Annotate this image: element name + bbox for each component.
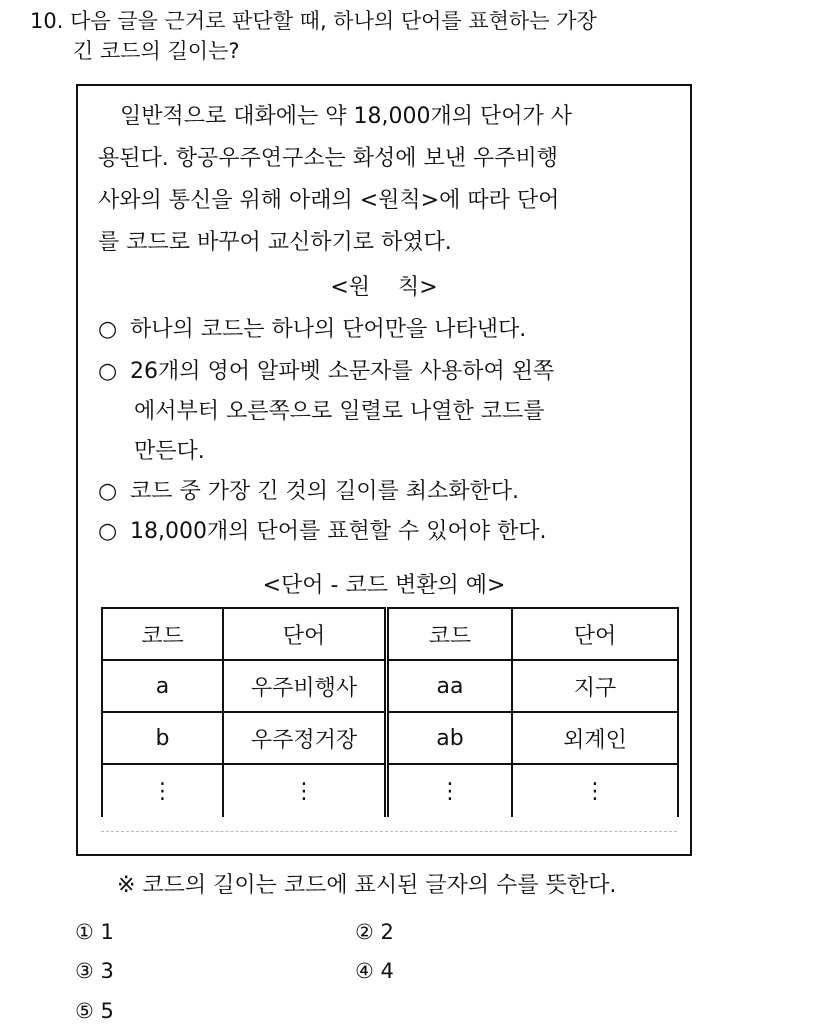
table-cell: 우주비행사 — [223, 660, 387, 712]
rule-text: 하나의 코드는 하나의 단어만을 나타낸다. — [130, 317, 527, 342]
passage-box — [76, 84, 692, 856]
table-cell: 지구 — [512, 660, 678, 712]
passage-line: 를 코드로 바꾸어 교신하기로 하였다. — [98, 230, 452, 255]
ellipsis-cell: ⋮ — [223, 764, 387, 817]
question-number: 10. — [30, 9, 64, 33]
passage-line: 일반적으로 대화에는 약 18,000개의 단어가 사 — [120, 104, 572, 129]
code-table — [101, 607, 679, 817]
table-title: <단어 - 코드 변환의 예> — [262, 573, 506, 598]
rule-text: 26개의 영어 알파벳 소문자를 사용하여 왼쪽 — [130, 359, 555, 384]
header-cell: 코드 — [102, 608, 223, 660]
rule-text: 만든다. — [134, 439, 205, 464]
header-cell: 단어 — [512, 608, 678, 660]
rule-item — [98, 312, 526, 343]
rule-item — [98, 514, 546, 545]
table-cell: ab — [387, 712, 513, 764]
rule-text: 18,000개의 단어를 표현할 수 있어야 한다. — [130, 519, 547, 544]
rule-item — [98, 474, 519, 505]
table-row — [102, 712, 678, 764]
choice-1[interactable]: ① 1 — [75, 920, 114, 944]
choice-2[interactable]: ② 2 — [355, 920, 394, 944]
table-header-row — [102, 608, 678, 660]
table-cell: 외계인 — [512, 712, 678, 764]
choice-3[interactable]: ③ 3 — [75, 959, 114, 983]
choice-4[interactable]: ④ 4 — [355, 959, 394, 983]
table-cell: 우주정거장 — [223, 712, 387, 764]
passage — [98, 96, 678, 264]
table-row — [102, 660, 678, 712]
passage-line: 사와의 통신을 위해 아래의 <원칙>에 따라 단어 — [98, 188, 560, 213]
header-cell: 코드 — [387, 608, 513, 660]
table-cell: b — [102, 712, 223, 764]
bullet-icon: ○ — [98, 519, 118, 544]
question-stem — [30, 6, 597, 66]
table-cell: aa — [387, 660, 513, 712]
rules-title: <원 칙> — [330, 275, 438, 300]
rule-text: 코드 중 가장 긴 것의 길이를 최소화한다. — [130, 479, 519, 504]
rule-item — [98, 354, 554, 385]
header-cell: 단어 — [223, 608, 387, 660]
bullet-icon: ○ — [98, 359, 118, 384]
question-text-line1: 다음 글을 근거로 판단할 때, 하나의 단어를 표현하는 가장 — [70, 9, 597, 33]
question-text-line2: 긴 코드의 길이는? — [73, 39, 240, 63]
table-cell: a — [102, 660, 223, 712]
bullet-icon: ○ — [98, 479, 118, 504]
bullet-icon: ○ — [98, 317, 118, 342]
ellipsis-cell: ⋮ — [512, 764, 678, 817]
choice-5[interactable]: ⑤ 5 — [75, 999, 114, 1023]
passage-line: 용된다. 항공우주연구소는 화성에 보낸 우주비행 — [98, 146, 559, 171]
ellipsis-cell: ⋮ — [387, 764, 513, 817]
footnote: ※ 코드의 길이는 코드에 표시된 글자의 수를 뜻한다. — [117, 873, 617, 898]
table-row — [102, 764, 678, 817]
ellipsis-cell: ⋮ — [102, 764, 223, 817]
rule-text: 에서부터 오른쪽으로 일렬로 나열한 코드를 — [134, 399, 545, 424]
table-cut-line — [101, 831, 677, 838]
